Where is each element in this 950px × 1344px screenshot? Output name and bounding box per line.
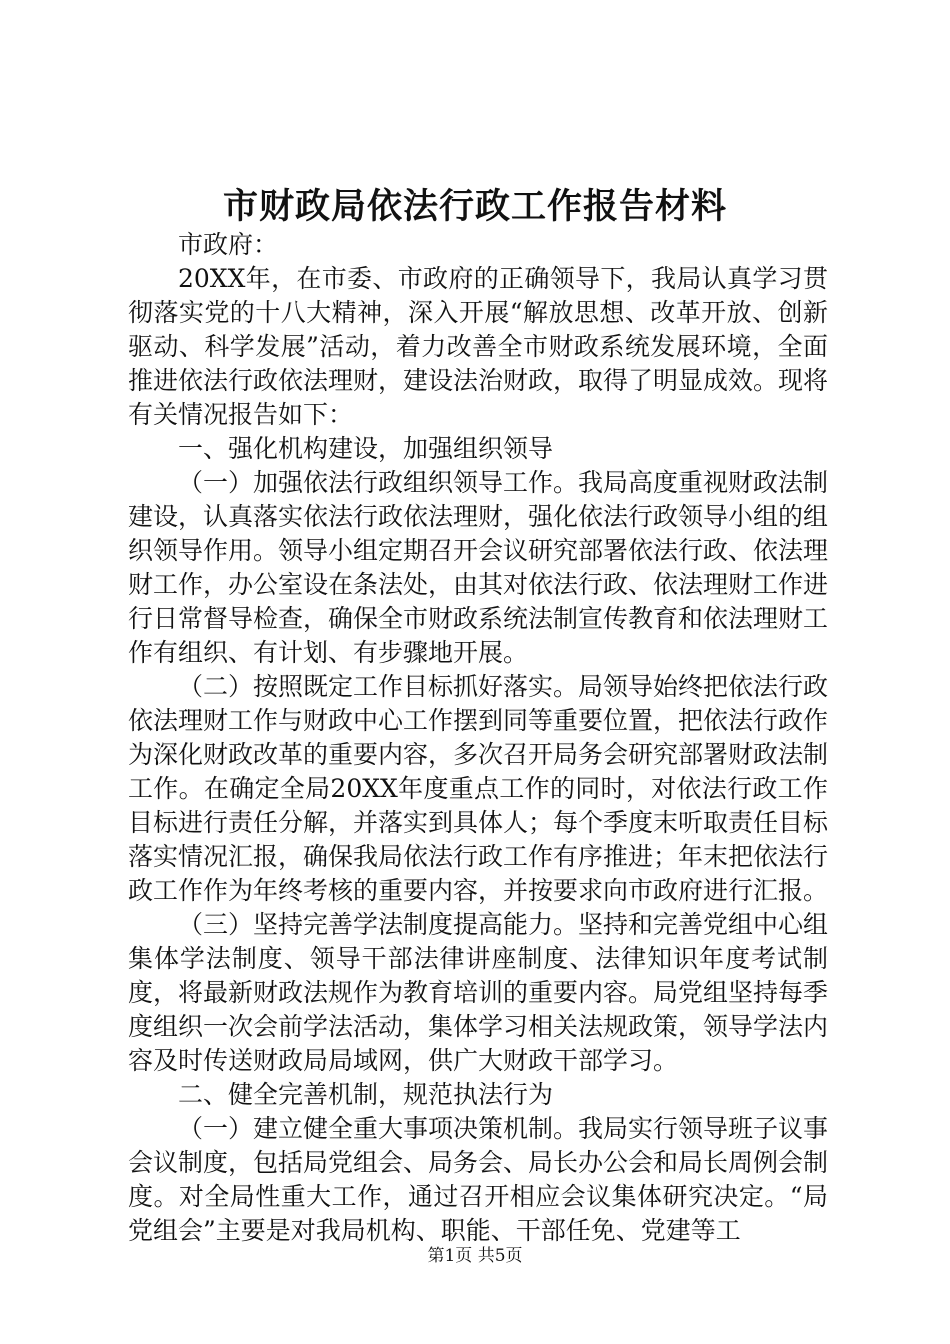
salutation: 市政府： [178, 230, 279, 259]
section-heading-2: 二、健全完善机制，规范执法行为 [178, 1080, 554, 1109]
page-number: 第1页 共5页 [427, 1246, 523, 1266]
paragraph-2-1: （一）建立健全重大事项决策机制。我局实行领导班子议事会议制度，包括局党组会、局务会、局长办公会和局长周例会制度。对全局性重大工作，通过召开相应会议集体研究决定。“局党组会”主要是对我局机构、职能、干部任免、党建等工 [128, 1114, 829, 1245]
section-heading-1: 一、强化机构建设，加强组织领导 [178, 434, 554, 463]
document-body [128, 228, 828, 1248]
document-title: 市财政局依法行政工作报告材料 [222, 186, 727, 227]
paragraph-intro: 20XX年，在市委、市政府的正确领导下，我局认真学习贯彻落实党的十八大精神，深入开展“解放思想、改革开放、创新驱动、科学发展”活动，着力改善全市财政系统发展环境，全面推进依法行政依法理财，建设法治财政，取得了明显成效。现将有关情况报告如下： [128, 264, 829, 429]
paragraph-1-1: （一）加强依法行政组织领导工作。我局高度重视财政法制建设，认真落实依法行政依法理财，强化依法行政领导小组的组织领导作用。领导小组定期召开会议研究部署依法行政、依法理财工作，办公室设在条法处，由其对依法行政、依法理财工作进行日常督导检查，确保全市财政系统法制宣传教育和依法理财工作有组织、有计划、有步骤地开展。 [128, 468, 829, 667]
paragraph-1-2: （二）按照既定工作目标抓好落实。局领导始终把依法行政依法理财工作与财政中心工作摆到同等重要位置，把依法行政作为深化财政改革的重要内容，多次召开局务会研究部署财政法制工作。在确定全局20XX年度重点工作的同时，对依法行政工作目标进行责任分解，并落实到具体人；每个季度末听取责任目标落实情况汇报，确保我局依法行政工作有序推进；年末把依法行政工作作为年终考核的重要内容，并按要求向市政府进行汇报。 [128, 672, 829, 905]
paragraph-1-3: （三）坚持完善学法制度提高能力。坚持和完善党组中心组集体学法制度、领导干部法律讲座制度、法律知识年度考试制度，将最新财政法规作为教育培训的重要内容。局党组坚持每季度组织一次会前学法活动，集体学习相关法规政策，领导学法内容及时传送财政局局域网，供广大财政干部学习。 [128, 910, 829, 1075]
